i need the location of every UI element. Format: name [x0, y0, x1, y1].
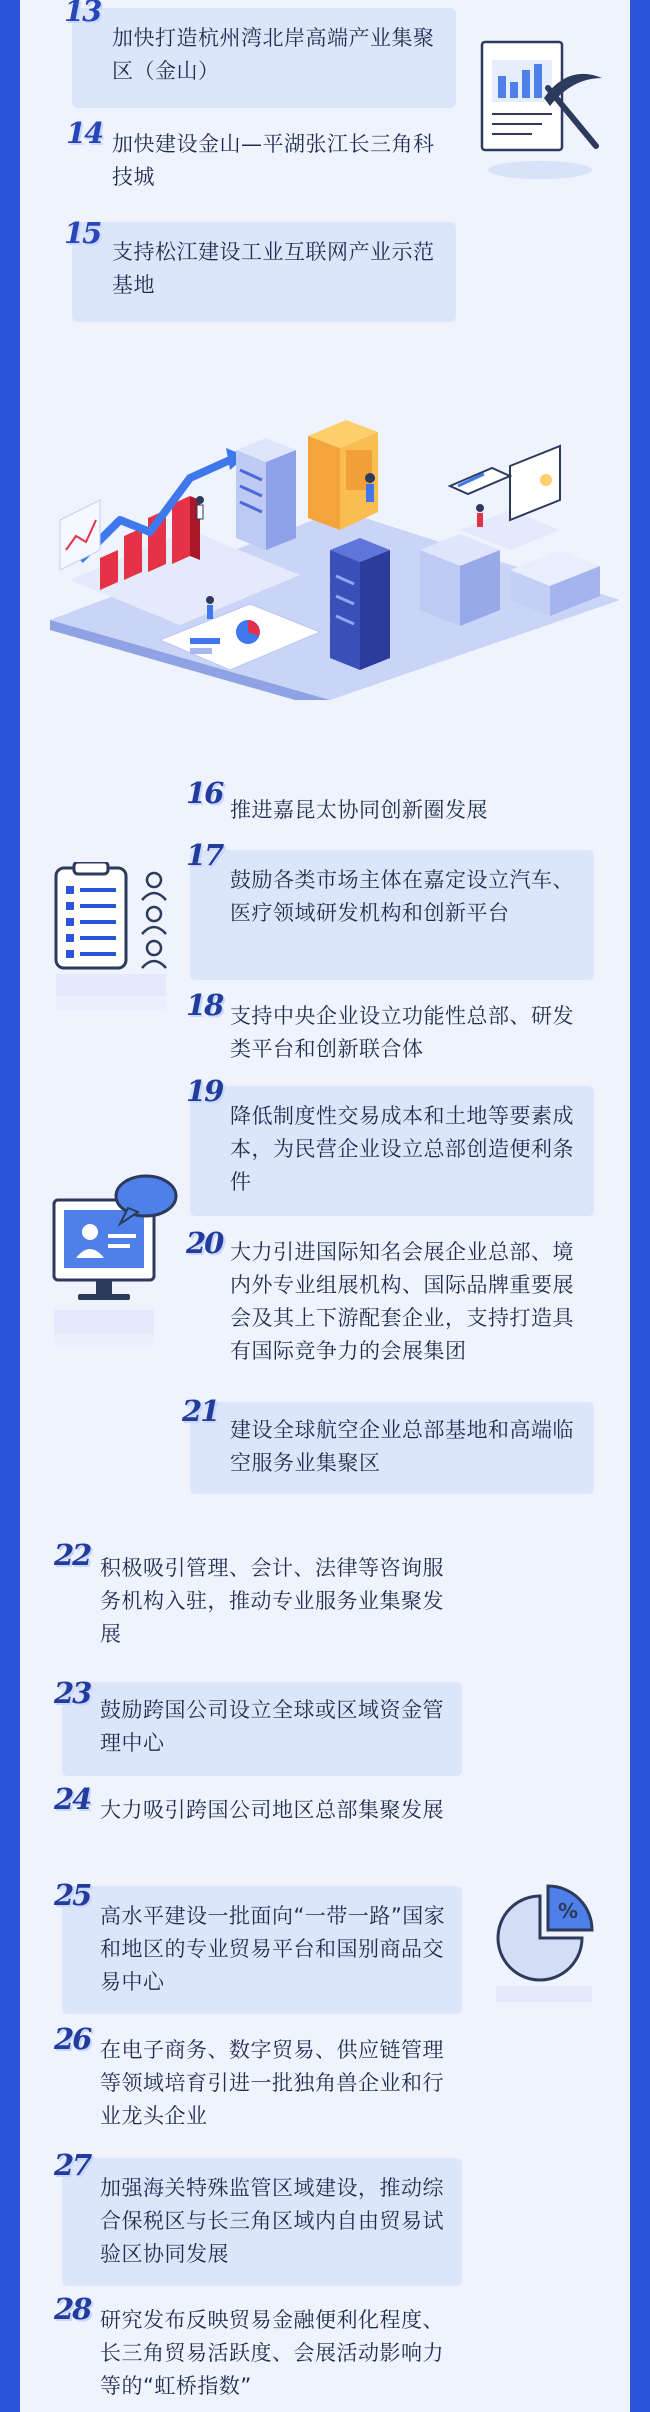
item-text: 积极吸引管理、会计、法律等咨询服务机构入驻，推动专业服务业集聚发展	[100, 1556, 444, 1646]
item-text: 大力吸引跨国公司地区总部集聚发展	[100, 1798, 444, 1822]
item-text: 推进嘉昆太协同创新圈发展	[230, 798, 488, 822]
pie-percent-label: %	[558, 1899, 579, 1923]
item-number-15: 15	[64, 216, 101, 250]
isometric-city-data-illustration	[40, 400, 620, 700]
item-number-18: 18	[186, 988, 223, 1022]
checklist-clipboard-people-icon	[50, 862, 176, 1016]
list-item-20	[190, 1236, 602, 1376]
document-bar-chart-pickaxe-icon	[476, 34, 608, 184]
list-item-13	[72, 8, 456, 108]
item-text: 降低制度性交易成本和土地等要素成本，为民营企业设立总部创造便利条件	[230, 1104, 574, 1194]
item-number-19: 19	[186, 1074, 223, 1108]
item-number-17: 17	[186, 838, 223, 872]
item-text: 支持松江建设工业互联网产业示范基地	[112, 240, 435, 297]
item-text: 高水平建设一批面向“一带一路”国家和地区的专业贸易平台和国别商品交易中心	[100, 1904, 446, 1994]
list-item-21	[190, 1402, 594, 1494]
item-number-21: 21	[182, 1394, 219, 1428]
list-item-17	[190, 850, 594, 980]
list-item-24	[62, 1794, 462, 1868]
item-number-23: 23	[54, 1676, 91, 1710]
item-text: 鼓励跨国公司设立全球或区域资金管理中心	[100, 1698, 444, 1755]
list-item-19	[190, 1086, 594, 1216]
pie-chart-percent-icon	[486, 1868, 604, 2008]
item-text: 建设全球航空企业总部基地和高端临空服务业集聚区	[230, 1418, 574, 1475]
item-number-14: 14	[66, 116, 103, 150]
item-number-16: 16	[186, 776, 223, 810]
list-item-18	[190, 1000, 594, 1072]
monitor-user-speech-icon	[46, 1174, 180, 1354]
item-text: 研究发布反映贸易金融便利化程度、长三角贸易活跃度、会展活动影响力等的“虹桥指数”	[100, 2308, 444, 2398]
item-text: 加快建设金山—平湖张江长三角科技城	[112, 132, 435, 189]
item-text: 加强海关特殊监管区域建设，推动综合保税区与长三角区域内自由贸易试验区协同发展	[100, 2176, 444, 2266]
list-item-26	[62, 2034, 462, 2144]
item-text: 支持中央企业设立功能性总部、研发类平台和创新联合体	[230, 1004, 574, 1061]
list-item-16	[190, 794, 590, 834]
list-item-23	[62, 1682, 462, 1776]
item-number-24: 24	[54, 1782, 91, 1816]
item-text: 鼓励各类市场主体在嘉定设立汽车、医疗领域研发机构和创新平台	[230, 868, 574, 925]
list-item-14	[72, 128, 456, 198]
item-number-26: 26	[54, 2022, 91, 2056]
item-number-25: 25	[54, 1878, 91, 1912]
list-item-22	[62, 1552, 472, 1662]
list-item-28	[62, 2304, 462, 2412]
item-number-28: 28	[54, 2292, 91, 2326]
item-text: 在电子商务、数字贸易、供应链管理等领域培育引进一批独角兽企业和行业龙头企业	[100, 2038, 444, 2128]
item-text: 加快打造杭州湾北岸高端产业集聚区（金山）	[112, 26, 435, 83]
list-item-15	[72, 222, 456, 322]
item-text: 大力引进国际知名会展企业总部、境内外专业组展机构、国际品牌重要展会及其上下游配套企业，支持打造具有国际竞争力的会展集团	[230, 1240, 574, 1363]
left-blue-border	[0, 0, 20, 2412]
list-item-25	[62, 1886, 462, 2014]
item-number-27: 27	[54, 2148, 91, 2182]
item-number-20: 20	[186, 1226, 223, 1260]
item-number-22: 22	[54, 1538, 91, 1572]
list-item-27	[62, 2158, 462, 2286]
right-blue-border	[630, 0, 650, 2412]
item-number-13: 13	[64, 0, 101, 28]
